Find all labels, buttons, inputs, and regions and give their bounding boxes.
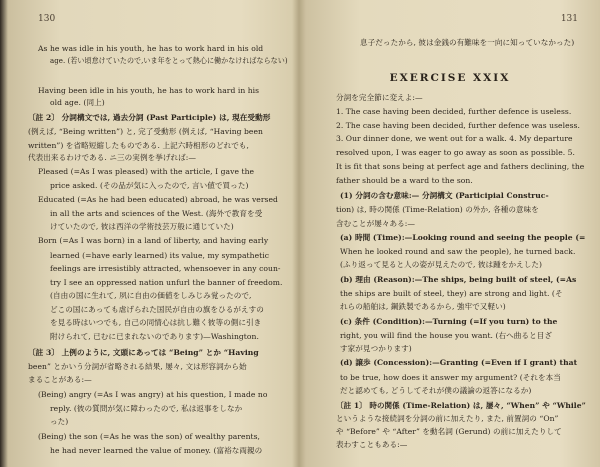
left-text-line: Pleased (=As I was pleased) with the article, I gave the (38, 167, 255, 176)
left-text-line: Born (=As I was born) in a land of liberty, and having early (38, 236, 269, 245)
left-text-line: (Being) angry (=As I was angry) at his question, I made no (38, 390, 268, 399)
right-text-line: れらの船舶は, 鋼鉄製であるから, 強牢で又軽い) (340, 302, 506, 311)
right-text-line: や “Before” や “After” を動名詞 (Gerund) の前に加えたりして (336, 427, 562, 436)
left-text-line: まることがある:— (28, 375, 92, 384)
left-text-line: learned (=have early learned) its value, my sympathetic (50, 251, 270, 260)
right-text-line: (a) 時間 (Time):—Looking round and seeing the people (= (340, 233, 586, 242)
left-text-line: try I see an oppressed nation unfurl the banner of freedom. (50, 278, 283, 287)
left-text-line: どこの国にあっても虐げられた国民が自由の旗をひるがえすの (50, 305, 264, 314)
right-text-line: right, you will find the house you want. (右へ曲ると目ざ (340, 331, 552, 340)
right-text-line: to be true, how does it answer my argument? (それを本当 (340, 373, 561, 382)
exercise-title: EXERCISE XXIX (389, 72, 511, 84)
left-text-line: 附けられて, 已むに已まれないのであります)—Washington. (50, 332, 259, 341)
right-text-line: 表わすこともある:— (336, 440, 408, 449)
left-page (10, 0, 294, 467)
left-text-line: 〔註 3〕 上例のように, 文頭にあっては “Being” とか “Having (28, 348, 259, 357)
left-text-line: feelings are irresistibly attracted, whensoever in any coun- (50, 264, 281, 273)
left-text-line: reply. (彼の質問が気に障わったので, 私は返事をしなか (50, 404, 243, 413)
left-text-line: old age. (同上) (50, 98, 105, 107)
right-text-line: 1. The case having been decided, further defence is useless. (336, 107, 572, 116)
left-text-line: As he was idle in his youth, he has to work hard in his old (38, 44, 264, 53)
left-text-line: he had never learned the value of money. (富裕な両親の (50, 446, 263, 455)
left-text-line: (Being) the son (=As he was the son) of wealthy parents, (38, 432, 261, 441)
right-text-line: (c) 条件 (Condition):—Turning (=If you turn) to the (340, 317, 558, 326)
right-text-line: (1) 分詞の含む意味:— 分詞構文 (Participial Construc- (340, 191, 549, 200)
left-text-line: けていたので, 彼は西洋の学術技芸万般に通じていた) (50, 222, 234, 231)
page-number: 131 (560, 14, 578, 24)
right-text-line: 含むことが屡々ある:— (336, 219, 416, 228)
right-text-line: When he looked round and saw the people), he turned back. (340, 247, 576, 256)
left-text-line: った) (50, 417, 69, 426)
left-text-line: Educated (=As he had been educated) abroad, he was versed (38, 195, 278, 204)
left-text-line: written”) を省略短縮したものである. 上記六時相形のどれでも, (28, 141, 249, 150)
left-text-line: を見る時はいつでも, 自己の同情心は抗し難く彼等の側に引き (50, 318, 262, 327)
right-text-line: the ships are built of steel, they) are strong and light. (そ (340, 289, 563, 298)
right-text-line: というような接続詞を分詞の前に加えたり, また, 前置詞の “On” (336, 414, 559, 423)
left-text-line: (例えば, “Being written”) と, 完了受動形 (例えば, “Having been (28, 127, 263, 136)
right-text-line: 〔註 1〕 時の関係 (Time-Relation) は, 屡々, “When” や “While” (336, 401, 586, 410)
right-text-line: だと認めても, どうしてそれが僕の議論の返答になるか) (340, 386, 532, 395)
left-text-line: in all the arts and sciences of the West. (海外で教育を受 (50, 209, 263, 218)
right-text-line: father should be a ward to the son. (336, 176, 473, 185)
right-text-line: 2. The case having been decided, further defence was useless. (336, 121, 580, 130)
left-text-line: been” とかいう分詞が省略される結果, 屡々, 文は形容詞から始 (28, 362, 247, 371)
right-text-line: 3. Our dinner done, we went out for a walk. 4. My departure (336, 134, 573, 143)
right-text-line: resolved upon, I was eager to go away as soon as possible. 5. (336, 148, 576, 157)
continued-line: 息子だったから, 彼は金銭の有難味を一向に知っていなかった) (360, 38, 575, 47)
left-text-line: 代表出来るわけである. ニ三の実例を挙げれば:— (28, 153, 197, 162)
right-text-line: (ふり返って見ると人の姿が見えたので, 彼は踵をかえした) (340, 260, 543, 269)
right-text-line: 分詞を完全節に変えよ:— (336, 93, 423, 102)
left-text-line: (自由の国に生れて, 夙に自由の価値をしみじみ覚ったので, (50, 291, 252, 300)
right-text-line: (d) 譲歩 (Concession):—Granting (=Even if I grant) that (340, 358, 578, 367)
left-text-line: Having been idle in his youth, he has to work hard in his (38, 86, 260, 95)
left-text-line: price asked. (その品が気に入ったので, 言い値で買った) (50, 181, 249, 190)
right-text-line: す家が見つかります) (340, 344, 412, 353)
left-text-line: age. (若い頃怠けていたので,いま年をとって熱心に働かなければならない) (50, 56, 288, 65)
right-text-line: It is fit that sons being at perfect age and fathers declining, the (336, 162, 585, 171)
right-text-line: (b) 理由 (Reason):—The ships, being built of steel, (=As (340, 275, 577, 284)
page-number: 130 (38, 14, 56, 24)
left-text-line: 〔註 2〕 分詞構文では, 過去分詞 (Past Participle) は, 現在受動形 (28, 113, 271, 122)
right-text-line: tion) は, 時の関係 (Time-Relation) の外か, 各種の意味を (336, 205, 539, 214)
right-page (308, 0, 592, 467)
